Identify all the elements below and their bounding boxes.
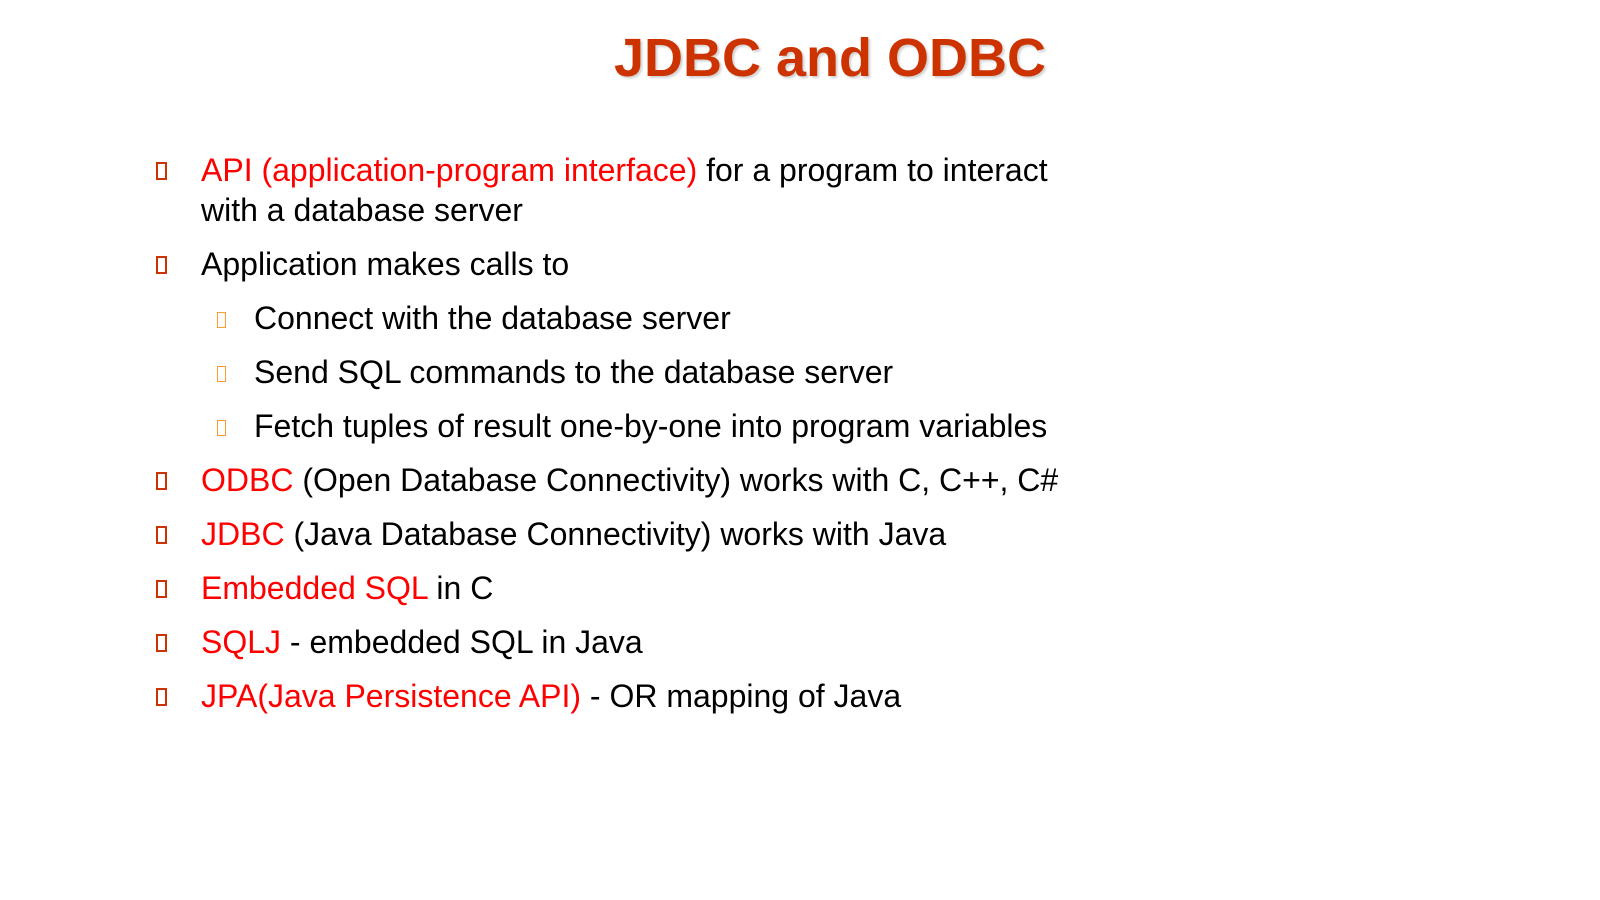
square-outline-bullet-icon [156,162,167,180]
small-square-outline-bullet-icon [217,366,226,382]
sub-bullet-text: Connect with the database server [254,300,731,336]
bullet-highlight: API (application-program interface) [201,152,698,188]
bullet-text-continuation: with a database server [201,192,523,228]
bullet-item-embedded-sql [154,568,1154,608]
small-square-outline-bullet-icon [217,312,226,328]
bullet-text: for a program to interact [697,152,1048,188]
slide-title: JDBC and ODBC [613,28,1047,88]
bullet-text: in C [427,570,494,606]
square-outline-bullet-icon [156,256,167,274]
sub-bullet-send-sql [154,352,1154,392]
bullet-highlight: SQLJ [201,624,282,660]
small-square-outline-bullet-icon [217,420,226,436]
sub-bullet-connect [154,298,1154,338]
bullet-highlight: JDBC [201,516,285,552]
bullet-item-odbc [154,460,1154,500]
bullet-item-application-calls [154,244,1154,284]
square-outline-bullet-icon [156,634,167,652]
bullet-text: - OR mapping of Java [581,678,902,714]
bullet-highlight: ODBC [201,462,294,498]
bullet-item-api [154,150,1154,230]
bullet-highlight: JPA(Java Persistence API) [201,678,581,714]
square-outline-bullet-icon [156,526,167,544]
bullet-text: Application makes calls to [201,246,570,282]
square-outline-bullet-icon [156,688,167,706]
bullet-text: (Java Database Connectivity) works with Java [284,516,947,552]
bullet-text: (Open Database Connectivity) works with C, C++, C# [293,462,1059,498]
square-outline-bullet-icon [156,472,167,490]
bullet-highlight: Embedded SQL [201,570,428,606]
bullet-item-jdbc [154,514,1154,554]
bullet-list [154,150,1154,730]
bullet-item-sqlj [154,622,1154,662]
sub-bullet-text: Fetch tuples of result one-by-one into program variables [254,408,1048,444]
bullet-text: - embedded SQL in Java [281,624,643,660]
square-outline-bullet-icon [156,580,167,598]
sub-bullet-text: Send SQL commands to the database server [254,354,894,390]
bullet-item-jpa [154,676,1154,716]
sub-bullet-fetch-tuples [154,406,1154,446]
